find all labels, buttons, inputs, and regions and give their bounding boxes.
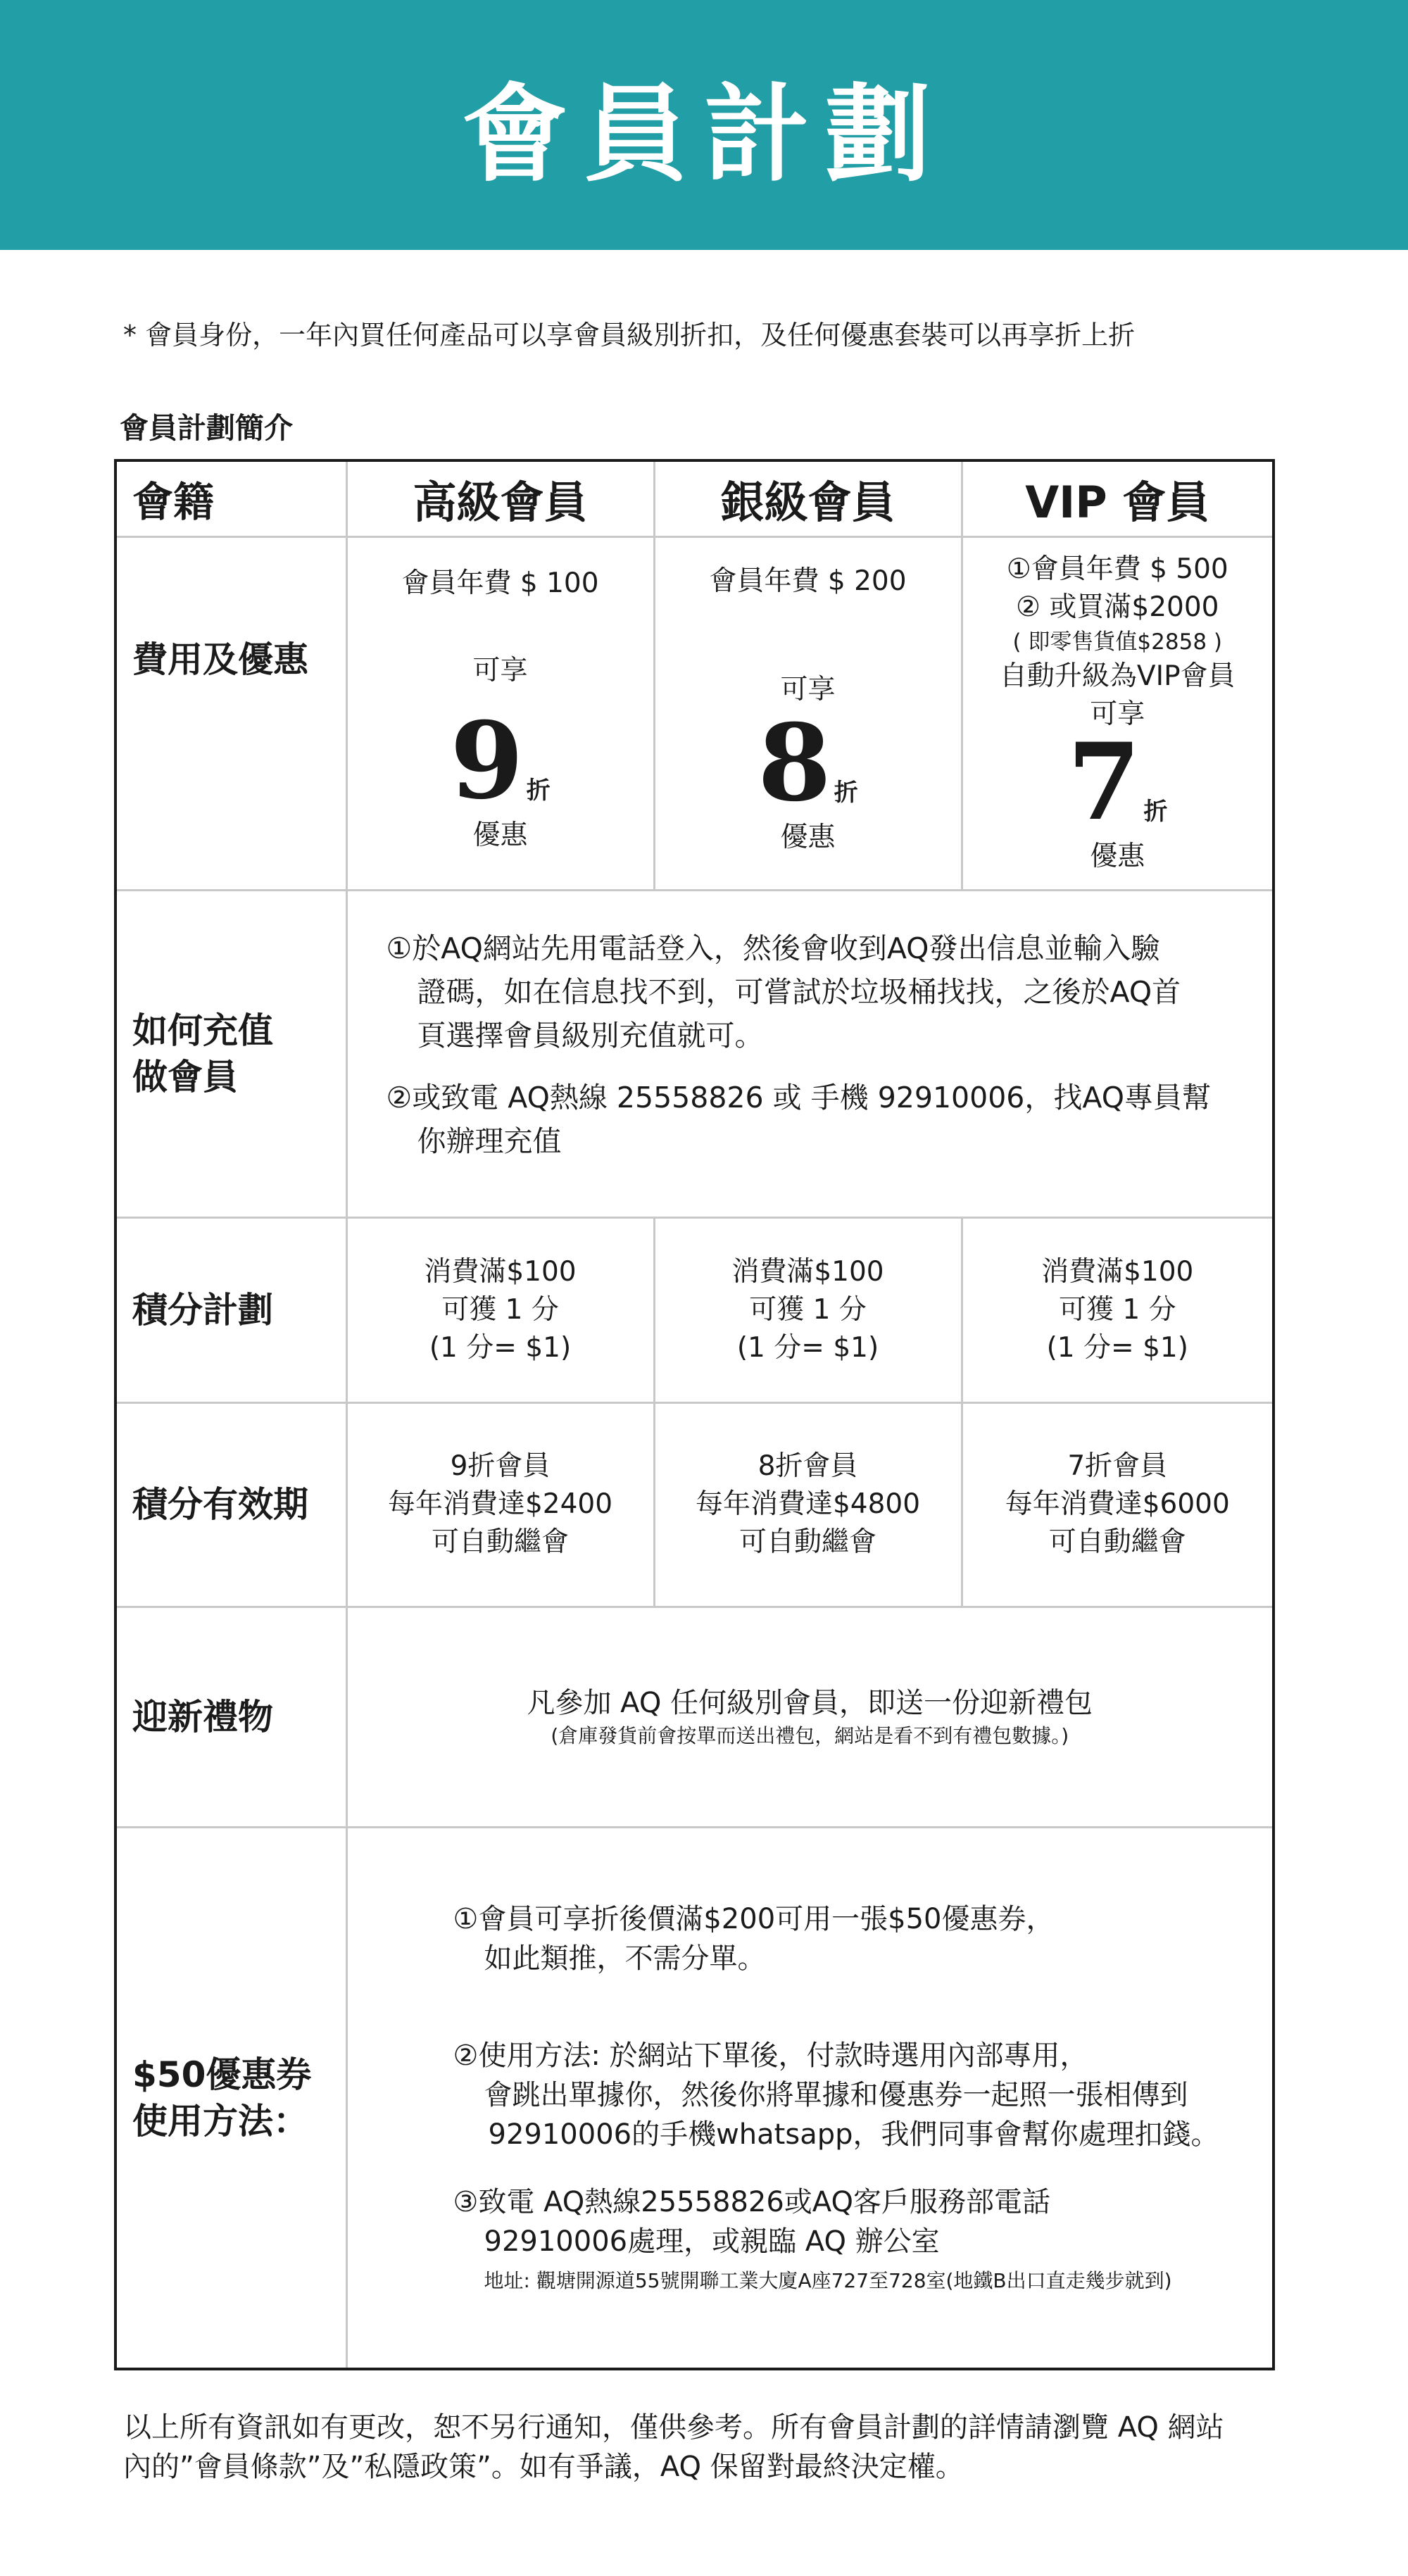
header-silver: 銀級會員 — [654, 460, 962, 536]
voucher-instructions — [346, 1827, 1274, 2369]
validity-silver-line3: 可自動繼會 — [738, 1526, 876, 1558]
validity-premium-line2: 每年消費達$2400 — [387, 1488, 613, 1520]
topup-step1-line1: ①於AQ網站先用電話登入，然後會收到AQ發出信息並輸入驗 — [386, 931, 1160, 965]
vip-offer: 優惠 — [1090, 841, 1145, 872]
validity-premium-line3: 可自動繼會 — [431, 1526, 569, 1558]
header-vip: VIP 會員 — [962, 460, 1274, 536]
fees-vip — [962, 536, 1274, 890]
topup-label-line1: 如何充值 — [132, 1010, 273, 1051]
premium-discount-number: 9 — [450, 699, 524, 823]
validity-vip-line2: 每年消費達$6000 — [1005, 1488, 1230, 1520]
fees-row — [115, 536, 1274, 890]
topup-instructions — [346, 890, 1274, 1217]
validity-silver-line1: 8折會員 — [758, 1450, 858, 1482]
header-banner — [0, 0, 1408, 250]
validity-premium — [346, 1402, 654, 1607]
validity-premium-line1: 9折會員 — [450, 1450, 551, 1482]
silver-discount-number: 8 — [758, 701, 831, 825]
header-premium: 高級會員 — [346, 460, 654, 536]
fees-silver — [654, 536, 962, 890]
gift-row — [115, 1607, 1274, 1827]
gift-label: 迎新禮物 — [115, 1607, 346, 1827]
voucher-step2-line2: 會跳出單據你，然後你將單據和優惠券一起照一張相傳到 — [484, 2078, 1188, 2111]
vip-discount-unit: 折 — [1143, 798, 1168, 826]
table-header-row — [115, 460, 1274, 536]
fees-premium — [346, 536, 654, 890]
voucher-row — [115, 1827, 1274, 2369]
points-vip-line3: (1 分= $1) — [1046, 1331, 1188, 1364]
validity-label: 積分有效期 — [115, 1402, 346, 1607]
topup-step2-line1: ②或致電 AQ熱線 25558826 或 手機 92910006，找AQ專員幫 — [386, 1080, 1211, 1114]
voucher-label-line2: 使用方法： — [132, 2100, 308, 2142]
topup-step1 — [386, 926, 1245, 1057]
footer-disclaimer — [123, 2408, 1292, 2487]
points-premium-line1: 消費滿$100 — [424, 1255, 577, 1288]
fees-label: 費用及優惠 — [115, 536, 346, 890]
topup-row — [115, 890, 1274, 1217]
voucher-step3 — [453, 2182, 1259, 2297]
voucher-label-line1: $50優惠券 — [132, 2054, 312, 2095]
membership-table — [114, 459, 1275, 2370]
page-title: 會員計劃 — [461, 73, 946, 196]
points-silver-line1: 消費滿$100 — [731, 1255, 884, 1288]
points-row — [115, 1217, 1274, 1402]
header-membership: 會籍 — [115, 460, 346, 536]
silver-discount — [655, 701, 961, 825]
footer-line1: 以上所有資訊如有更改，恕不另行通知，僅供參考。所有會員計劃的詳情請瀏覽 AQ 網站 — [123, 2411, 1224, 2444]
points-vip-line1: 消費滿$100 — [1041, 1255, 1194, 1288]
voucher-step3-line1: ③致電 AQ熱線25558826或AQ客戶服務部電話 — [453, 2185, 1050, 2218]
voucher-step1-line2: 如此類推，不需分單。 — [484, 1942, 766, 1975]
membership-note: * 會員身份，一年內買任何產品可以享會員級別折扣，及任何優惠套裝可以再享折上折 — [123, 320, 1136, 351]
premium-discount-unit: 折 — [526, 777, 551, 805]
points-premium-line2: 可獲 1 分 — [441, 1293, 559, 1326]
premium-offer: 優惠 — [472, 819, 528, 851]
points-premium-line3: (1 分= $1) — [429, 1331, 572, 1364]
voucher-step2 — [453, 2036, 1259, 2154]
topup-label — [115, 890, 346, 1217]
validity-vip-line3: 可自動繼會 — [1048, 1526, 1186, 1558]
gift-main-text: 凡參加 AQ 任何級別會員，即送一份迎新禮包 — [527, 1686, 1093, 1719]
voucher-step2-line3: 92910006的手機whatsapp，我們同事會幫你處理扣錢。 — [488, 2118, 1219, 2151]
vip-discount-number: 7 — [1067, 720, 1141, 844]
points-silver — [654, 1217, 962, 1402]
gift-sub-text: (倉庫發貨前會按單而送出禮包，網站是看不到有禮包數據。) — [551, 1723, 1069, 1747]
topup-step2 — [386, 1076, 1245, 1163]
voucher-step2-line1: ②使用方法: 於網站下單後，付款時選用內部專用， — [453, 2039, 1088, 2072]
points-vip — [962, 1217, 1274, 1402]
points-silver-line3: (1 分= $1) — [736, 1331, 879, 1364]
vip-enjoy: 可享 — [1090, 698, 1145, 730]
topup-step2-line2: 你辦理充值 — [417, 1124, 562, 1158]
validity-silver-line2: 每年消費達$4800 — [695, 1488, 921, 1520]
silver-offer: 優惠 — [780, 822, 836, 853]
points-label: 積分計劃 — [115, 1217, 346, 1402]
validity-row — [115, 1402, 1274, 1607]
points-silver-line2: 可獲 1 分 — [749, 1293, 867, 1326]
premium-fee: 會員年費 $ 100 — [401, 567, 599, 599]
gift-details — [346, 1607, 1274, 1827]
silver-enjoy: 可享 — [780, 674, 836, 705]
footer-line2: 內的”會員條款”及”私隱政策”。如有爭議，AQ 保留對最終決定權。 — [123, 2451, 964, 2483]
voucher-label — [115, 1827, 346, 2369]
silver-fee: 會員年費 $ 200 — [709, 565, 907, 597]
premium-enjoy: 可享 — [472, 655, 528, 686]
voucher-step1 — [453, 1899, 1259, 1978]
vip-discount — [963, 720, 1273, 844]
premium-discount — [348, 699, 653, 823]
voucher-step3-line2: 92910006處理，或親臨 AQ 辦公室 — [484, 2225, 940, 2258]
office-address: 地址: 觀塘開源道55號開聯工業大廈A座727至728室(地鐵B出口直走幾步就到) — [484, 2268, 1172, 2292]
topup-step1-line2: 證碼，如在信息找不到，可嘗試於垃圾桶找找，之後於AQ首 — [417, 974, 1181, 1009]
points-premium — [346, 1217, 654, 1402]
silver-discount-unit: 折 — [834, 779, 858, 807]
vip-fee-option2: ② 或買滿$2000 — [1016, 591, 1219, 623]
vip-retail-value: ( 即零售貨值$2858 ) — [1012, 629, 1222, 655]
validity-vip-line1: 7折會員 — [1067, 1450, 1168, 1482]
topup-label-line2: 做會員 — [132, 1056, 238, 1098]
vip-auto-upgrade: 自動升級為VIP會員 — [999, 660, 1236, 692]
vip-fee-option1: ①會員年費 $ 500 — [1006, 553, 1228, 585]
validity-vip — [962, 1402, 1274, 1607]
voucher-step1-line1: ①會員可享折後價滿$200可用一張$50優惠券， — [453, 1902, 1055, 1935]
topup-step1-line3: 頁選擇會員級別充值就可。 — [417, 1018, 764, 1053]
section-title: 會員計劃簡介 — [120, 411, 293, 445]
points-vip-line2: 可獲 1 分 — [1058, 1293, 1176, 1326]
validity-silver — [654, 1402, 962, 1607]
